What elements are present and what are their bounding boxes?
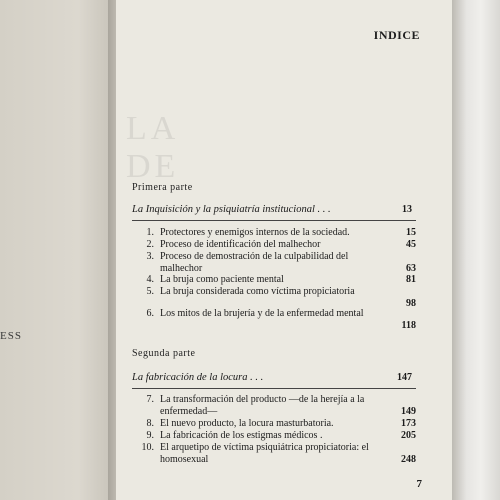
entry-page: 98 (406, 298, 416, 309)
entry-title: El nuevo producto, la locura masturbatoria. (160, 418, 334, 429)
part-title-text: La fabricación de la locura . . . (132, 372, 264, 383)
entry-page: 173 (401, 418, 416, 429)
part-page-number: 13 (402, 204, 412, 215)
entry-page: 118 (401, 320, 416, 331)
page-stack-edge (452, 0, 500, 500)
part-title (132, 204, 412, 215)
index-page (116, 0, 454, 500)
entry-title: La fabricación de los estigmas médicos . (160, 430, 323, 441)
entry-number: 5. (146, 286, 154, 297)
entry-number: 1. (146, 227, 154, 238)
part-title (132, 372, 412, 383)
part-label: Primera parte (132, 182, 193, 193)
entry-number: 8. (146, 418, 154, 429)
entry-number: 2. (146, 239, 154, 250)
entry-title: La bruja considerada como víctima propiciatoria (160, 286, 355, 297)
entry-page: 45 (406, 239, 416, 250)
entry-page: 81 (406, 274, 416, 285)
entry-number: 3. (146, 251, 154, 262)
bleed-through-text: LA (126, 110, 180, 147)
entry-page: 63 (406, 263, 416, 274)
entry-page: 205 (401, 430, 416, 441)
divider-rule (132, 220, 416, 221)
page-title: INDICE (373, 28, 420, 42)
entry-title: La bruja como paciente mental (160, 274, 284, 285)
entry-number: 9. (146, 430, 154, 441)
entry-number: 4. (146, 274, 154, 285)
bleed-through-text: DE (126, 148, 180, 185)
part-page-number: 147 (397, 372, 412, 383)
entry-number: 6. (146, 308, 154, 319)
entry-page: 15 (406, 227, 416, 238)
divider-rule (132, 388, 416, 389)
entry-page: 149 (401, 406, 416, 417)
entry-title: Protectores y enemigos internos de la sociedad. (160, 227, 350, 238)
facing-left-page (0, 0, 112, 500)
entry-number: 7. (146, 394, 154, 405)
entry-page: 248 (401, 454, 416, 465)
page-number: 7 (416, 478, 422, 490)
entry-title: El arquetipo de víctima psiquiátrica propiciatoria: el homosexual (160, 442, 369, 465)
entry-title: Los mitos de la brujería y de la enfermedad mental (160, 308, 364, 319)
entry-title: Proceso de demostración de la culpabilidad del malhechor (160, 251, 349, 274)
part-label: Segunda parte (132, 348, 196, 359)
left-page-text-fragment: ESS (0, 330, 22, 342)
entry-number: 10. (141, 442, 154, 453)
entry-title: La transformación del producto —de la herejía a la enfermedad— (160, 394, 365, 417)
part-title-text: La Inquisición y la psiquiatría institucional . . . (132, 204, 331, 215)
entry-title: Proceso de identificación del malhechor (160, 239, 321, 250)
